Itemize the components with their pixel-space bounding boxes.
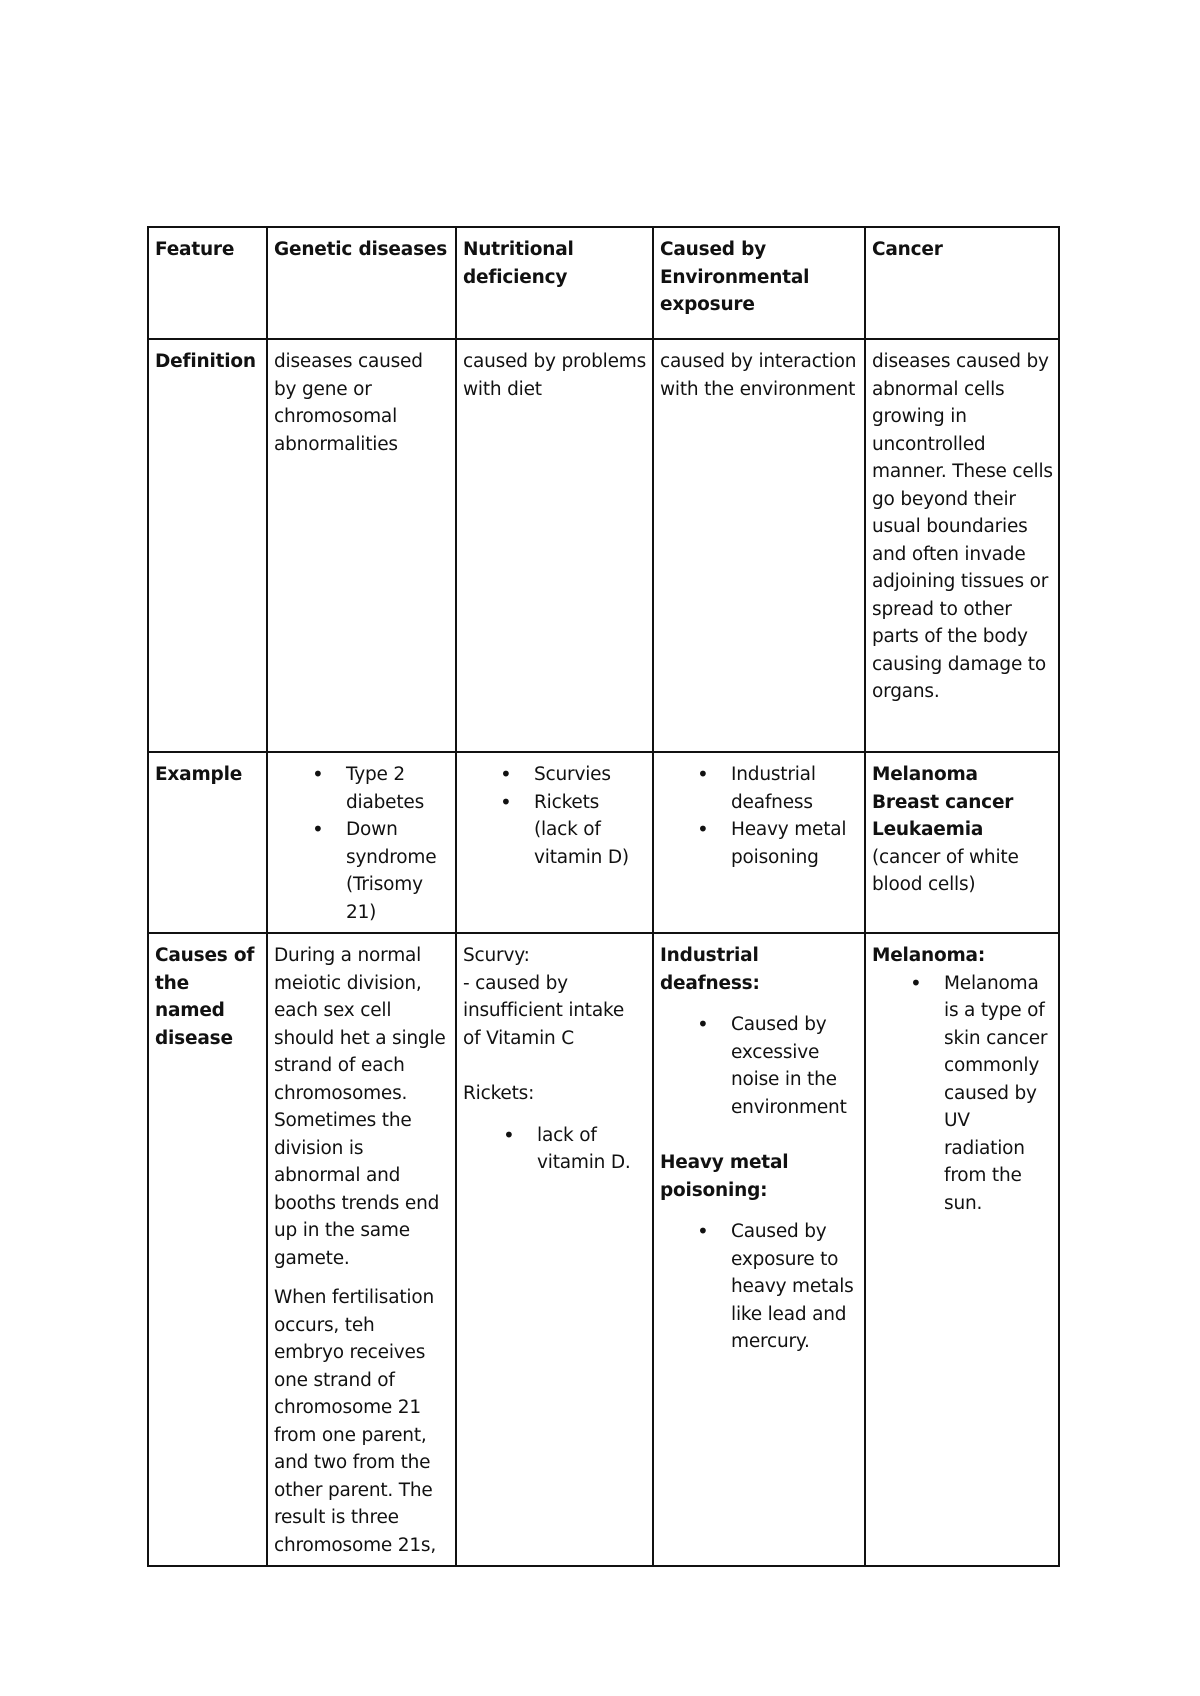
example-nutritional-list bbox=[463, 761, 647, 871]
definition-environmental: caused by interaction with the environment bbox=[653, 339, 865, 752]
causes-environmental bbox=[653, 933, 865, 1566]
header-environmental: Caused by Environmental exposure bbox=[653, 227, 865, 339]
causes-scurvy-text: - caused by insufficient intake of Vitamin C bbox=[463, 972, 625, 1049]
causes-scurvy-title: Scurvy: bbox=[463, 945, 530, 966]
example-genetic bbox=[267, 752, 456, 933]
causes-genetic-paragraph-1: During a normal meiotic division, each sex cell should het a single strand of each chromosomes. Sometimes the division is abnormal and booths trends end up in the same gamete. bbox=[274, 945, 446, 1269]
definition-row bbox=[148, 339, 1059, 752]
definition-cancer: diseases caused by abnormal cells growing in uncontrolled manner. These cells go beyond their usual boundaries and often invade adjoining tissues or spread to other parts of the body causing damage to organs. bbox=[865, 339, 1059, 752]
example-nutritional bbox=[456, 752, 653, 933]
list-item: • Caused by excessive noise in the environment bbox=[731, 1011, 859, 1121]
list-item: • Down syndrome (Trisomy 21) bbox=[346, 816, 450, 926]
causes-cancer bbox=[865, 933, 1059, 1566]
disease-comparison-table bbox=[147, 226, 1060, 1567]
list-item: • Scurvies bbox=[534, 761, 647, 789]
list-item: • Rickets (lack of vitamin D) bbox=[534, 789, 647, 872]
list-item: • Industrial deafness bbox=[731, 761, 859, 816]
example-environmental bbox=[653, 752, 865, 933]
causes-nutritional bbox=[456, 933, 653, 1566]
causes-melanoma-title: Melanoma: bbox=[872, 945, 986, 966]
example-breast-cancer: Breast cancer bbox=[872, 791, 1014, 813]
definition-nutritional: caused by problems with diet bbox=[456, 339, 653, 752]
causes-metal-title: Heavy metal poisoning: bbox=[660, 1152, 789, 1201]
list-item: • Caused by exposure to heavy metals like lead and mercury. bbox=[731, 1218, 859, 1356]
example-environmental-list bbox=[660, 761, 859, 871]
example-leukaemia: Leukaemia bbox=[872, 819, 984, 840]
causes-rickets-title: Rickets: bbox=[463, 1083, 535, 1104]
causes-deafness-title: Industrial deafness: bbox=[660, 945, 760, 994]
definition-label: Definition bbox=[148, 339, 267, 752]
causes-deafness-list bbox=[660, 1011, 859, 1121]
example-label: Example bbox=[148, 752, 267, 933]
causes-melanoma-list bbox=[872, 970, 1053, 1218]
list-item: • Heavy metal poisoning bbox=[731, 816, 859, 871]
list-item: • Type 2 diabetes bbox=[346, 761, 450, 816]
header-feature: Feature bbox=[148, 227, 267, 339]
causes-row bbox=[148, 933, 1059, 1566]
example-genetic-list bbox=[274, 761, 450, 926]
header-genetic: Genetic diseases bbox=[267, 227, 456, 339]
definition-genetic: diseases caused by gene or chromosomal abnormalities bbox=[267, 339, 456, 752]
example-leukaemia-note: (cancer of white blood cells) bbox=[872, 846, 1019, 895]
list-item: • Melanoma is a type of skin cancer commonly caused by UV radiation from the sun. bbox=[944, 970, 1053, 1218]
causes-genetic bbox=[267, 933, 456, 1566]
header-cancer: Cancer bbox=[865, 227, 1059, 339]
header-nutritional: Nutritional deficiency bbox=[456, 227, 653, 339]
list-item: • lack of vitamin D. bbox=[537, 1122, 647, 1177]
header-row bbox=[148, 227, 1059, 339]
causes-metal-list bbox=[660, 1218, 859, 1356]
example-melanoma: Melanoma bbox=[872, 764, 978, 785]
example-cancer bbox=[865, 752, 1059, 933]
causes-genetic-paragraph-2: When fertilisation occurs, teh embryo receives one strand of chromosome 21 from one parent, and two from the other parent. The result is three chromosome 21s, bbox=[274, 1287, 437, 1556]
causes-rickets-list bbox=[463, 1122, 647, 1177]
example-row bbox=[148, 752, 1059, 933]
causes-label: Causes of the named disease bbox=[148, 933, 267, 1566]
